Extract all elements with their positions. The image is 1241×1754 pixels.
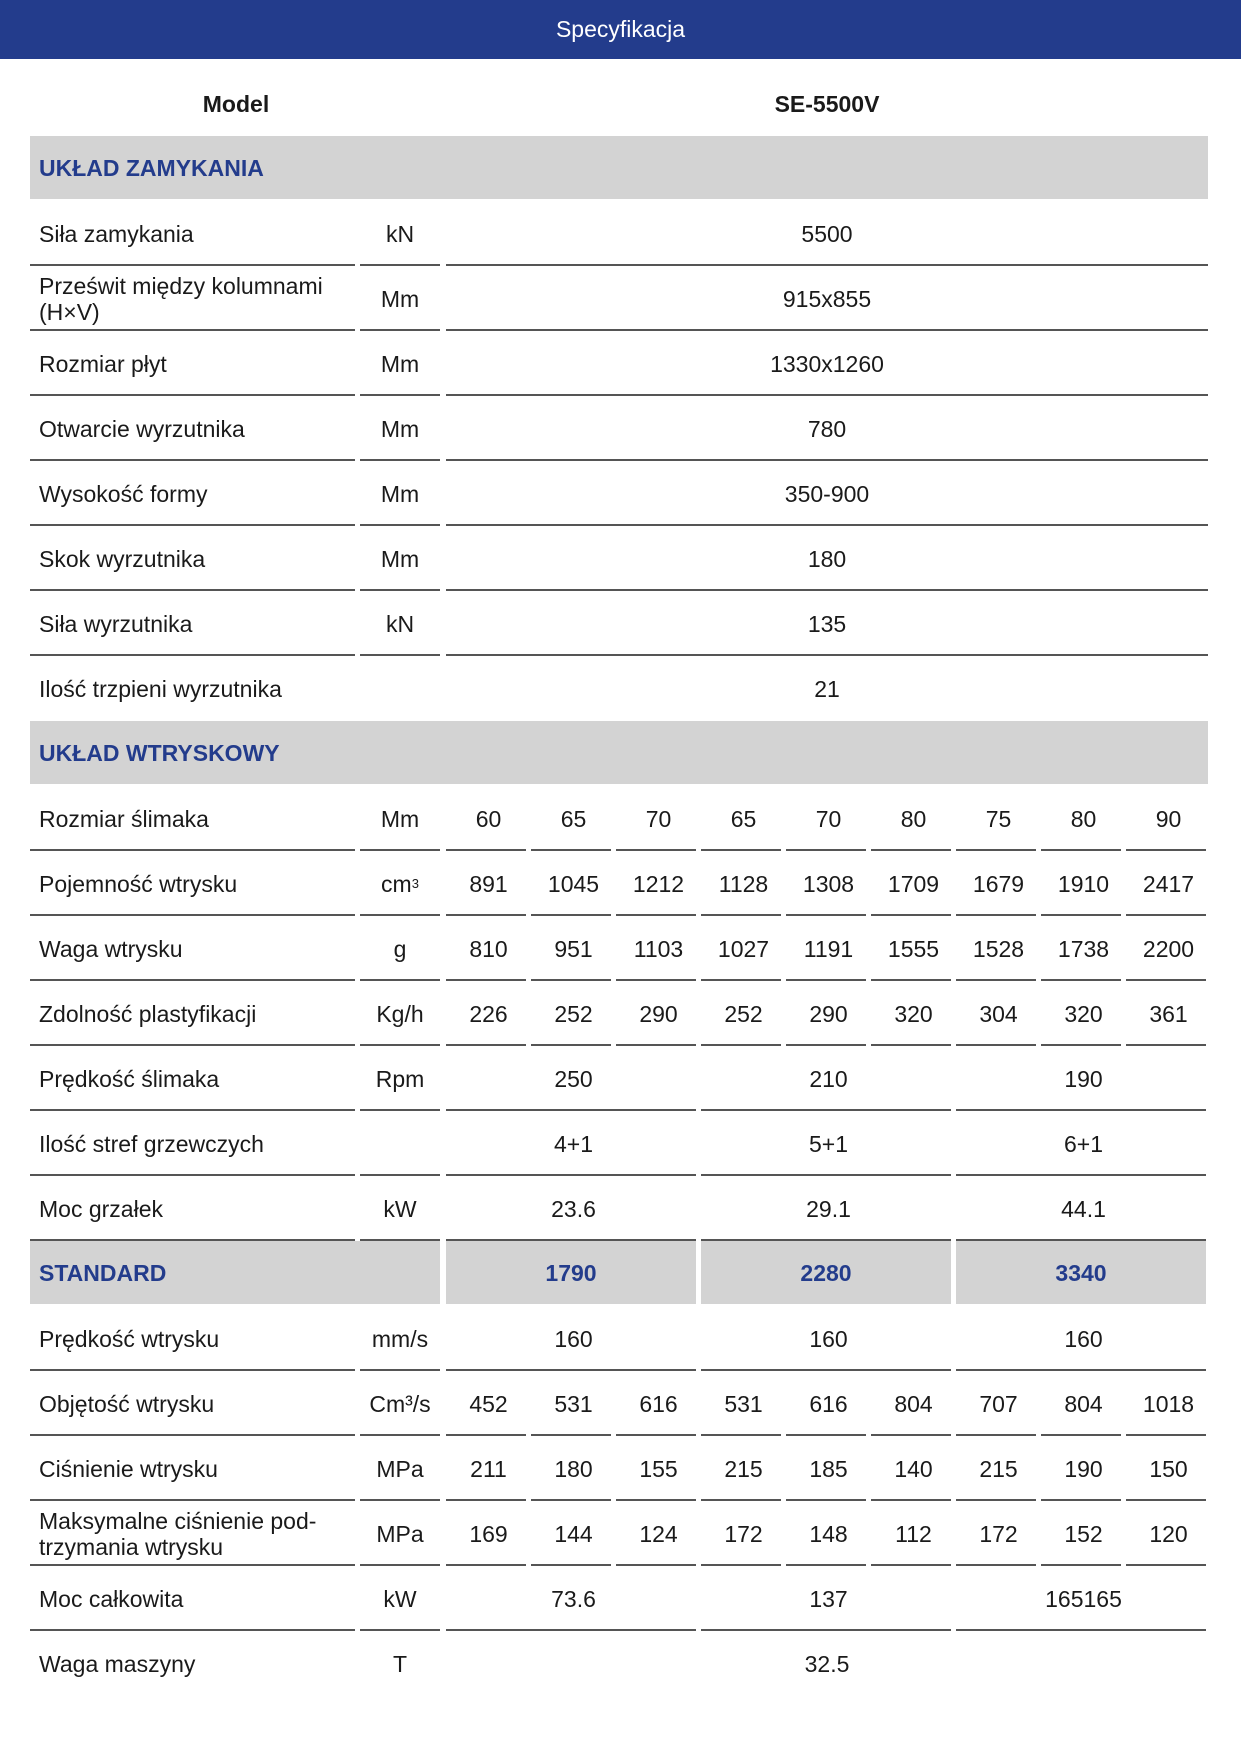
row-unit: Mm — [380, 480, 420, 507]
section-title-standard: STANDARD — [39, 1259, 167, 1286]
value-cell: 2200 — [1142, 935, 1195, 962]
value-cell: 211 — [470, 1455, 507, 1482]
row-value: 180 — [807, 545, 847, 572]
row-unit: mm/s — [371, 1325, 429, 1352]
value-cell: 1555 — [887, 935, 940, 962]
value-cell: 80 — [900, 805, 927, 832]
row-label: Prędkość wtrysku — [39, 1325, 220, 1352]
value-cell: 1018 — [1142, 1390, 1195, 1417]
row-unit: Mm — [380, 285, 420, 312]
row-rule — [360, 1109, 440, 1111]
row-value: 5500 — [801, 220, 853, 247]
row-label: Wysokość formy — [39, 480, 208, 507]
group-value-cell: 5+1 — [808, 1130, 848, 1157]
group-value-cell: 4+1 — [553, 1130, 593, 1157]
row-label: Pojemność wtrysku — [39, 870, 238, 897]
group-value-cell: 160 — [1064, 1325, 1103, 1352]
value-cell: 152 — [1064, 1520, 1103, 1547]
row-unit: MPa — [376, 1455, 424, 1482]
value-cell: 1027 — [717, 935, 770, 962]
value-cell: 1191 — [803, 935, 854, 962]
row-value: 780 — [807, 415, 847, 442]
row-value: 21 — [814, 675, 840, 702]
value-cell: 1103 — [633, 935, 684, 962]
value-cell: 180 — [554, 1455, 593, 1482]
row-unit: Rpm — [375, 1065, 425, 1092]
row-unit: cm 3 — [381, 870, 419, 897]
row-label: Otwarcie wyrzutnika — [39, 415, 245, 442]
value-cell: 185 — [809, 1455, 848, 1482]
value-cell: 1212 — [632, 870, 685, 897]
row-label: Moc grzałek — [39, 1195, 163, 1222]
value-cell: 304 — [979, 1000, 1018, 1027]
value-cell: 124 — [639, 1520, 678, 1547]
value-cell: 172 — [724, 1520, 763, 1547]
row-label: Zdolność plastyfikacji — [39, 1000, 257, 1027]
row-label: Waga wtrysku — [39, 935, 183, 962]
value-cell: 1128 — [718, 870, 769, 897]
group-value-cell: 160 — [554, 1325, 593, 1352]
row-label: Rozmiar ślimaka — [39, 805, 209, 832]
group-value-cell: 137 — [809, 1585, 848, 1612]
value-cell: 1910 — [1057, 870, 1110, 897]
group-value-cell: 190 — [1064, 1065, 1103, 1092]
value-cell: 320 — [894, 1000, 933, 1027]
standard-group-value: 3340 — [1055, 1259, 1107, 1286]
value-cell: 1045 — [547, 870, 600, 897]
group-value-cell: 23.6 — [551, 1195, 596, 1222]
row-label: Siła zamykania — [39, 220, 194, 247]
row-label: Rozmiar płyt — [39, 350, 167, 377]
row-label: Maksymalne ciśnienie pod-trzymania wtrysku — [39, 1507, 317, 1560]
row-unit: MPa — [376, 1520, 424, 1547]
group-value-cell: 160 — [809, 1325, 848, 1352]
row-label: Prędkość ślimaka — [39, 1065, 220, 1092]
value-cell: 531 — [724, 1390, 763, 1417]
row-label: Skok wyrzutnika — [39, 545, 206, 572]
row-value: 350-900 — [784, 480, 870, 507]
group-value-cell: 44.1 — [1061, 1195, 1106, 1222]
row-label: Waga maszyny — [39, 1650, 196, 1677]
value-cell: 90 — [1155, 805, 1182, 832]
value-cell: 810 — [469, 935, 508, 962]
value-cell: 215 — [724, 1455, 763, 1482]
value-cell: 2417 — [1142, 870, 1195, 897]
group-value-cell: 165165 — [1045, 1585, 1122, 1612]
value-cell: 290 — [809, 1000, 848, 1027]
standard-group-value: 2280 — [800, 1259, 852, 1286]
standard-group-value: 1790 — [545, 1259, 597, 1286]
value-cell: 65 — [560, 805, 587, 832]
row-label: Ciśnienie wtrysku — [39, 1455, 218, 1482]
row-unit: Mm — [380, 350, 420, 377]
value-cell: 290 — [639, 1000, 678, 1027]
model-label: Model — [202, 91, 270, 117]
value-cell: 1709 — [887, 870, 940, 897]
row-unit: kN — [385, 610, 415, 637]
value-cell: 1528 — [972, 935, 1025, 962]
row-value: 135 — [807, 610, 847, 637]
value-cell: 531 — [554, 1390, 593, 1417]
value-cell: 148 — [809, 1520, 848, 1547]
row-label: Moc całkowita — [39, 1585, 184, 1612]
row-value: 1330x1260 — [770, 350, 884, 377]
row-value: 915x855 — [782, 285, 872, 312]
row-rule — [360, 654, 440, 656]
section-title-injection: UKŁAD WTRYSKOWY — [39, 739, 280, 766]
value-cell: 172 — [979, 1520, 1018, 1547]
group-value-cell: 250 — [554, 1065, 593, 1092]
value-cell: 1738 — [1057, 935, 1110, 962]
value-cell: 1679 — [972, 870, 1025, 897]
value-cell: 60 — [475, 805, 502, 832]
value-cell: 1308 — [802, 870, 855, 897]
row-label: Ilość stref grzewczych — [39, 1130, 264, 1157]
value-cell: 226 — [469, 1000, 508, 1027]
value-cell: 804 — [894, 1390, 933, 1417]
value-cell: 804 — [1064, 1390, 1103, 1417]
model-value: SE-5500V — [774, 91, 880, 117]
row-value: 32.5 — [804, 1650, 850, 1677]
row-label: Siła wyrzutnika — [39, 610, 193, 637]
value-cell: 252 — [724, 1000, 763, 1027]
group-value-cell: 73.6 — [551, 1585, 596, 1612]
value-cell: 215 — [979, 1455, 1018, 1482]
group-value-cell: 6+1 — [1063, 1130, 1103, 1157]
value-cell: 951 — [554, 935, 593, 962]
value-cell: 252 — [554, 1000, 593, 1027]
header-title: Specyfikacja — [555, 16, 686, 42]
value-cell: 120 — [1149, 1520, 1188, 1547]
row-label: Prześwit między kolumnami (H×V) — [39, 272, 323, 325]
value-cell: 361 — [1149, 1000, 1188, 1027]
group-value-cell: 29.1 — [806, 1195, 851, 1222]
row-unit: T — [392, 1650, 408, 1677]
row-label: Objętość wtrysku — [39, 1390, 215, 1417]
value-cell: 150 — [1149, 1455, 1188, 1482]
row-unit: kW — [383, 1585, 417, 1612]
value-cell: 75 — [985, 805, 1012, 832]
value-cell: 70 — [645, 805, 672, 832]
value-cell: 616 — [639, 1390, 678, 1417]
section-title-clamping: UKŁAD ZAMYKANIA — [39, 154, 264, 181]
row-unit: Mm — [380, 805, 420, 832]
row-unit: kN — [385, 220, 415, 247]
value-cell: 320 — [1064, 1000, 1103, 1027]
value-cell: 891 — [469, 870, 508, 897]
value-cell: 707 — [979, 1390, 1018, 1417]
row-unit: Mm — [380, 415, 420, 442]
row-unit: Kg/h — [376, 1000, 424, 1027]
row-unit: g — [393, 935, 407, 962]
value-cell: 155 — [639, 1455, 678, 1482]
page-header — [0, 0, 1241, 59]
value-cell: 169 — [469, 1520, 508, 1547]
row-unit: Mm — [380, 545, 420, 572]
row-label: Ilość trzpieni wyrzutnika — [39, 675, 282, 702]
value-cell: 112 — [895, 1520, 932, 1547]
value-cell: 616 — [809, 1390, 848, 1417]
row-unit: kW — [383, 1195, 417, 1222]
value-cell: 190 — [1064, 1455, 1103, 1482]
group-value-cell: 210 — [809, 1065, 848, 1092]
row-unit: Cm³/s — [369, 1390, 431, 1417]
value-cell: 140 — [894, 1455, 933, 1482]
value-cell: 144 — [554, 1520, 593, 1547]
value-cell: 70 — [815, 805, 842, 832]
value-cell: 65 — [730, 805, 757, 832]
value-cell: 452 — [469, 1390, 508, 1417]
value-cell: 80 — [1070, 805, 1097, 832]
